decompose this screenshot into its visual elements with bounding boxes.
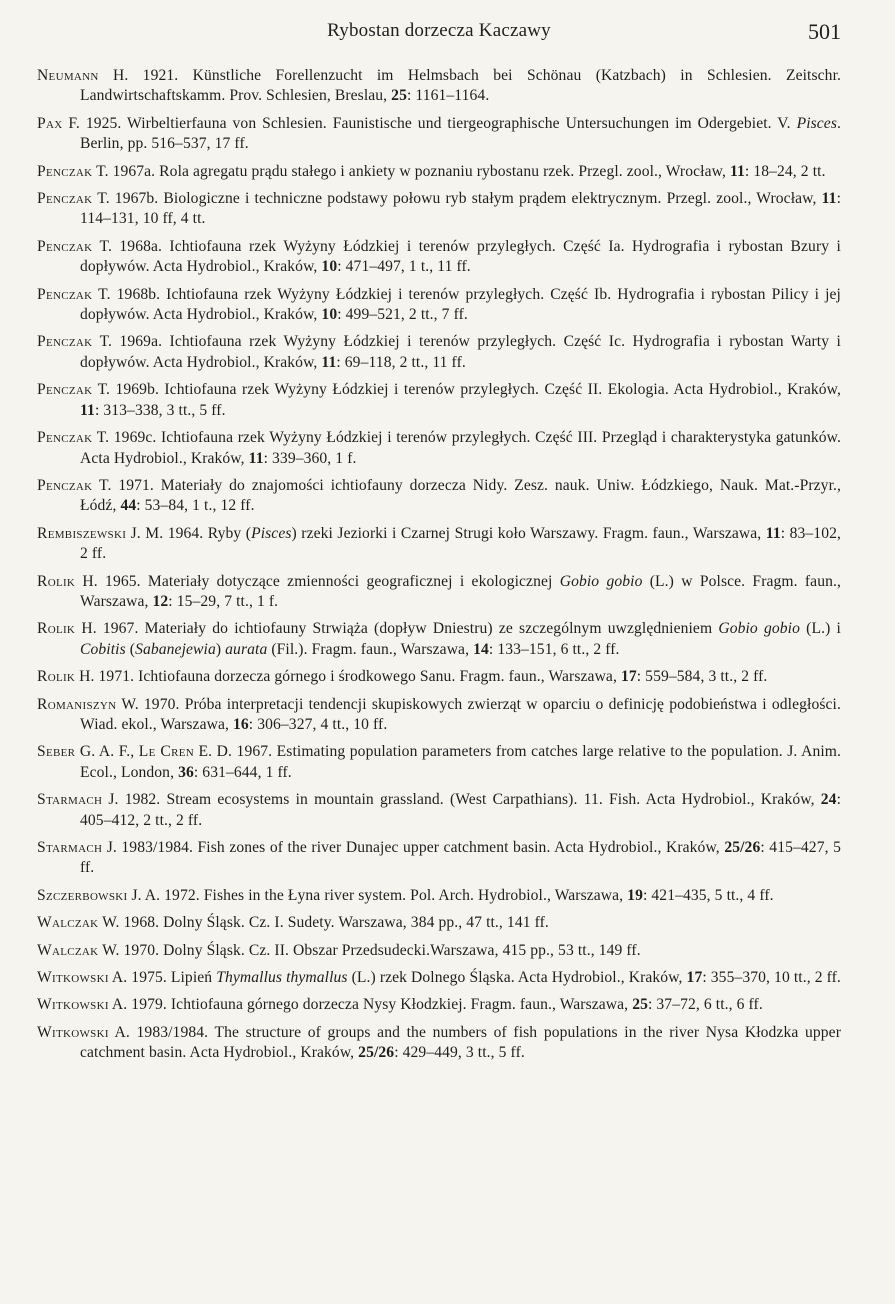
reference-item xyxy=(37,742,841,783)
reference-pages: : 415–427, 5 ff. xyxy=(80,839,841,877)
reference-author: Neumann xyxy=(37,67,99,84)
reference-item xyxy=(37,995,841,1015)
reference-volume: 11 xyxy=(321,353,337,371)
reference-taxon: aurata xyxy=(225,640,268,658)
reference-pages: : 471–497, 1 t., 11 ff. xyxy=(337,258,471,276)
reference-text: W. 1968. Dolny Śląsk. Cz. I. Sudety. Warszawa, 384 pp., 47 tt., 141 ff. xyxy=(98,914,549,932)
reference-text: J. 1982. Stream ecosystems in mountain grassland. (West Carpathians). 11. Fish. Acta Hydrobiol., Kraków, xyxy=(102,791,821,809)
reference-item xyxy=(37,695,841,736)
reference-pages: : 37–72, 6 tt., 6 ff. xyxy=(647,996,763,1014)
reference-taxon: Cobitis xyxy=(80,640,126,658)
reference-text: J. M. 1964. Ryby ( xyxy=(126,524,252,542)
reference-volume: 11 xyxy=(765,524,781,542)
reference-item xyxy=(37,790,841,831)
reference-taxon: Sabanejewia xyxy=(135,640,216,658)
reference-text: J. A. 1972. Fishes in the Łyna river system. Pol. Arch. Hydrobiol., Warszawa, xyxy=(127,886,628,904)
reference-pages: : 53–84, 1 t., 12 ff. xyxy=(136,497,255,515)
reference-volume: 10 xyxy=(321,306,338,324)
reference-pages: : 405–412, 2 tt., 2 ff. xyxy=(80,791,841,829)
reference-item xyxy=(37,524,841,565)
reference-text: H. 1971. Ichtiofauna dorzecza górnego i środkowego Sanu. Fragm. faun., Warszawa, xyxy=(75,668,621,686)
reference-pages: : 69–118, 2 tt., 11 ff. xyxy=(336,353,466,371)
reference-pages: : 133–151, 6 tt., 2 ff. xyxy=(488,640,620,658)
running-title: Rybostan dorzecza Kaczawy xyxy=(327,20,551,41)
reference-author: Penczak xyxy=(37,162,93,180)
reference-volume: 11 xyxy=(821,190,837,208)
reference-item xyxy=(37,1023,841,1064)
reference-text: ) rzeki Jeziorki i Czarnej Strugi koło Warszawy. Fragm. faun., Warszawa, xyxy=(291,524,766,542)
reference-text: A. 1979. Ichtiofauna górnego dorzecza Nysy Kłodzkiej. Fragm. faun., Warszawa, xyxy=(108,996,633,1014)
reference-volume: 17 xyxy=(686,969,703,987)
reference-author: Witkowski xyxy=(37,969,109,987)
reference-item xyxy=(37,380,841,421)
reference-volume: 25 xyxy=(391,87,407,105)
reference-text: T. 1967b. Biologiczne i techniczne podstawy połowu ryb stałym prądem elektrycznym. Przegl. zool., Wrocław, xyxy=(92,190,822,208)
reference-item xyxy=(37,114,841,155)
reference-pages: : 355–370, 10 tt., 2 ff. xyxy=(702,969,841,987)
reference-author: Rolik xyxy=(37,668,76,686)
reference-pages: : 306–327, 4 tt., 10 ff. xyxy=(248,715,388,733)
reference-author: Penczak xyxy=(37,429,93,447)
reference-author: Seber xyxy=(37,743,76,761)
reference-author: Penczak xyxy=(37,476,93,494)
reference-volume: 44 xyxy=(120,497,137,515)
reference-pages: : 339–360, 1 f. xyxy=(263,449,357,467)
reference-author: Rembiszewski xyxy=(37,524,127,542)
reference-text: T. 1969c. Ichtiofauna rzek Wyżyny Łódzkiej i terenów przyległych. Część III. Przegląd i charakterystyka gatunków. Acta Hydrobiol., Kraków, xyxy=(80,429,841,467)
reference-text: T. 1971. Materiały do znajomości ichtiofauny dorzecza Nidy. Zesz. nauk. Uniw. Łódzkiego, Nauk. Mat.-Przyr., Łódź, xyxy=(80,476,841,515)
reference-list xyxy=(37,66,841,1064)
reference-item xyxy=(37,66,841,107)
reference-coauthor: Le Cren xyxy=(138,743,194,761)
reference-volume: 12 xyxy=(152,592,169,610)
reference-author: Witkowski xyxy=(37,996,109,1014)
reference-author: Penczak xyxy=(37,381,93,399)
page-number: 501 xyxy=(808,19,841,44)
reference-pages: : 499–521, 2 tt., 7 ff. xyxy=(337,306,468,324)
reference-text: (Fil.). Fragm. faun., Warszawa, xyxy=(267,640,474,658)
reference-item xyxy=(37,913,841,933)
reference-volume: 19 xyxy=(627,886,643,904)
reference-item xyxy=(37,237,841,278)
reference-taxon: Gobio gobio xyxy=(559,572,643,590)
reference-item xyxy=(37,285,841,326)
reference-author: Romaniszyn xyxy=(37,695,117,713)
reference-taxon: Thymallus thymallus xyxy=(216,969,348,987)
reference-item xyxy=(37,476,841,517)
reference-text: H. 1921. Künstliche Forellenzucht im Helmsbach bei Schönau (Katzbach) in Schlesien. Zeitschr. Landwirtschaftskamm. Prov. Schlesien, Breslau, xyxy=(80,67,841,105)
reference-item xyxy=(37,886,841,906)
reference-text: T. 1968b. Ichtiofauna rzek Wyżyny Łódzkiej i terenów przyległych. Część Ib. Hydrografia i rybostan Pilicy i jej dopływów. Acta Hydrobiol., Kraków, xyxy=(80,285,841,324)
reference-pages: : 18–24, 2 tt. xyxy=(744,162,826,180)
reference-text: F. 1925. Wirbeltierfauna von Schlesien. Faunistische und tiergeographische Untersuchungen im Odergebiet. V. xyxy=(62,114,797,132)
reference-pages: : 114–131, 10 ff, 4 tt. xyxy=(80,190,841,228)
reference-text: ( xyxy=(125,640,136,658)
reference-pages: : 83–102, 2 ff. xyxy=(80,524,841,563)
reference-author: Walczak xyxy=(37,941,99,959)
reference-text: H. 1965. Materiały dotyczące zmienności geograficznej i ekologicznej xyxy=(75,572,560,590)
reference-text: A. 1975. Lipień xyxy=(108,969,217,987)
reference-text: (L.) i xyxy=(800,620,841,638)
reference-volume: 11 xyxy=(729,162,745,180)
reference-text: W. 1970. Dolny Śląsk. Cz. II. Obszar Przedsudecki.Warszawa, 415 pp., 53 tt., 149 ff. xyxy=(98,941,641,959)
reference-text: T. 1967a. Rola agregatu prądu stałego i ankiety w poznaniu rybostanu rzek. Przegl. zool., Wrocław, xyxy=(92,162,730,180)
reference-item xyxy=(37,838,841,879)
reference-volume: 11 xyxy=(248,449,264,467)
reference-item xyxy=(37,189,841,230)
reference-text: T. 1969b. Ichtiofauna rzek Wyżyny Łódzkiej i terenów przyległych. Część II. Ekologia. Acta Hydrobiol., Kraków, xyxy=(92,381,841,399)
reference-author: Walczak xyxy=(37,914,99,932)
reference-text: (L.) rzek Dolnego Śląska. Acta Hydrobiol., Kraków, xyxy=(347,969,687,987)
reference-item xyxy=(37,667,841,687)
reference-author: Starmach xyxy=(37,791,103,809)
reference-text: (L.) w Polsce. Fragm. faun., Warszawa, xyxy=(80,572,841,610)
reference-taxon: Pisces xyxy=(796,114,837,132)
reference-text: J. 1983/1984. Fish zones of the river Dunajec upper catchment basin. Acta Hydrobiol., Kraków, xyxy=(102,839,725,856)
reference-item xyxy=(37,332,841,373)
reference-author: Rolik xyxy=(37,620,76,638)
reference-text: ) xyxy=(215,640,226,658)
reference-volume: 10 xyxy=(321,258,338,276)
reference-volume: 25/26 xyxy=(724,839,761,856)
reference-text: . Berlin, pp. 516–537, 17 ff. xyxy=(80,114,841,153)
reference-item xyxy=(37,619,841,660)
reference-volume: 36 xyxy=(178,763,194,781)
reference-taxon: Gobio gobio xyxy=(718,620,801,638)
reference-author: Penczak xyxy=(37,237,93,255)
reference-item xyxy=(37,428,841,469)
reference-pages: : 421–435, 5 tt., 4 ff. xyxy=(642,886,774,904)
reference-author: Penczak xyxy=(37,333,93,351)
reference-taxon: Pisces xyxy=(251,524,292,542)
reference-volume: 25/26 xyxy=(358,1044,395,1062)
reference-item xyxy=(37,162,841,182)
reference-pages: : 429–449, 3 tt., 5 ff. xyxy=(394,1044,525,1062)
reference-volume: 17 xyxy=(620,668,637,686)
reference-pages: : 15–29, 7 tt., 1 f. xyxy=(168,592,279,610)
reference-volume: 24 xyxy=(820,791,837,809)
reference-author: Penczak xyxy=(37,285,93,303)
reference-pages: : 1161–1164. xyxy=(406,87,490,105)
reference-text: A. 1983/1984. The structure of groups and the numbers of fish populations in the river Nysa Kłodzka upper catchment basin. Acta Hydrobiol., Kraków, xyxy=(80,1023,841,1062)
reference-volume: 14 xyxy=(473,640,489,658)
reference-author: Penczak xyxy=(37,190,93,208)
reference-text: W. 1970. Próba interpretacji tendencji skupiskowych zwierząt w oparciu o definicję podobieństwa i odległości. Wiad. ekol., Warszawa, xyxy=(80,695,841,733)
reference-volume: 11 xyxy=(80,401,95,419)
reference-author: Pax xyxy=(37,114,63,132)
reference-item xyxy=(37,968,841,988)
reference-author: Witkowski xyxy=(37,1023,109,1041)
reference-text: T. 1968a. Ichtiofauna rzek Wyżyny Łódzkiej i terenów przyległych. Część Ia. Hydrografia i rybostan Bzury i dopływów. Acta Hydrobiol., Kraków, xyxy=(80,237,841,276)
reference-volume: 16 xyxy=(232,715,249,733)
reference-pages: : 559–584, 3 tt., 2 ff. xyxy=(636,668,768,686)
reference-text: H. 1967. Materiały do ichtiofauny Strwiąża (dopływ Dniestru) ze szczególnym uwzględnieniem xyxy=(75,620,719,638)
reference-author: Rolik xyxy=(37,572,76,590)
reference-text: G. A. F., xyxy=(75,743,139,761)
reference-item xyxy=(37,941,841,961)
reference-pages: : 313–338, 3 tt., 5 ff. xyxy=(94,401,226,419)
reference-pages: : 631–644, 1 ff. xyxy=(193,763,292,781)
reference-text: E. D. 1967. Estimating population parameters from catches large relative to the population. J. Anim. Ecol., London, xyxy=(80,743,841,781)
reference-volume: 25 xyxy=(632,996,648,1014)
page-header xyxy=(37,20,841,50)
reference-text: T. 1969a. Ichtiofauna rzek Wyżyny Łódzkiej i terenów przyległych. Część Ic. Hydrografia i rybostan Warty i dopływów. Acta Hydrobiol., Kraków, xyxy=(80,333,841,371)
reference-item xyxy=(37,572,841,613)
reference-author: Szczerbowski xyxy=(37,886,128,904)
reference-author: Starmach xyxy=(37,839,103,856)
